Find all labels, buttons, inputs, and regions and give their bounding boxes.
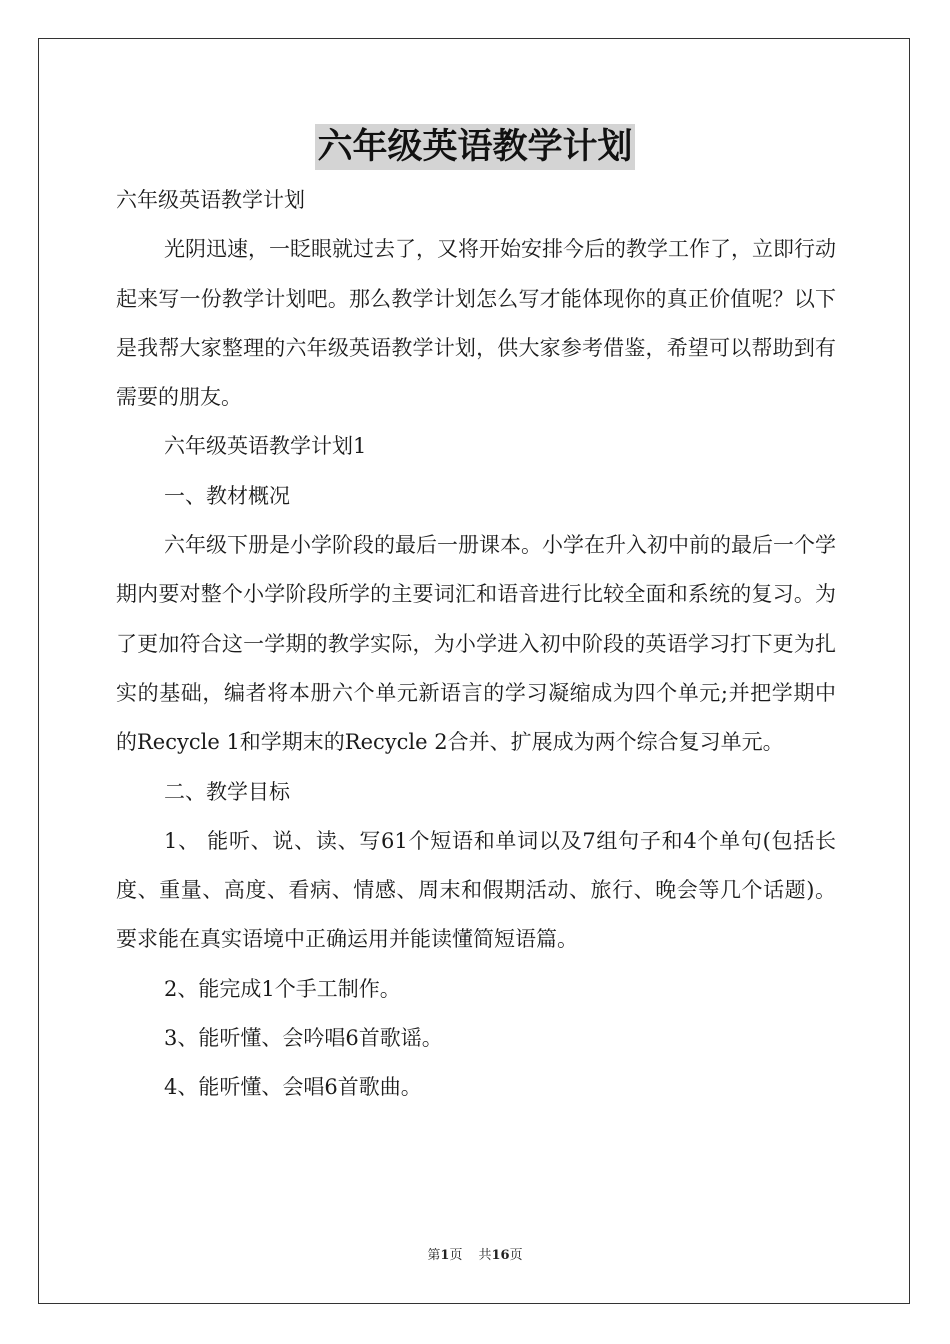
goal-item-4: 4、能听懂、会唱6首歌曲。 (164, 1075, 422, 1100)
textbook-overview-paragraph: 六年级下册是小学阶段的最后一册课本。小学在升入初中前的最后一个学期内要对整个小学阶段所学的主要词汇和语音进行比较全面和系统的复习。为了更加符合这一学期的教学实际，为小学进入初中阶段的英语学习打下更为扎实的基础，编者将本册六个单元新语言的学习凝缩成为四个单元;并把学期中的Recycle 1和学期末的Recycle 2合并、扩展成为两个综合复习单元。 (116, 533, 836, 755)
goal-item-1: 1、 能听、说、读、写61个短语和单词以及7组句子和4个单句(包括长度、重量、高度、看病、情感、周末和假期活动、旅行、晚会等几个话题)。要求能在真实语境中正确运用并能读懂简短语篇。 (116, 828, 836, 952)
total-suffix: 页 (509, 1248, 523, 1263)
intro-paragraph: 光阴迅速，一眨眼就过去了，又将开始安排今后的教学工作了，立即行动起来写一份教学计划吧。那么教学计划怎么写才能体现你的真正价值呢？以下是我帮大家整理的六年级英语教学计划，供大家参考借鉴，希望可以帮助到有需要的朋友。 (116, 237, 836, 410)
document-title: 六年级英语教学计划 (315, 124, 634, 170)
page-suffix: 页 (449, 1248, 463, 1263)
goal-item-2: 2、能完成1个手工制作。 (164, 976, 401, 1001)
total-page-number: 16 (491, 1248, 510, 1263)
section-heading-textbook-overview: 一、教材概况 (164, 483, 290, 508)
document-subtitle: 六年级英语教学计划 (116, 188, 305, 212)
document-body (116, 176, 836, 1113)
title-container (0, 124, 950, 170)
current-page-number: 1 (440, 1248, 450, 1263)
plan-heading: 六年级英语教学计划1 (164, 434, 367, 459)
page-footer (0, 1244, 950, 1263)
page-prefix: 第 (427, 1248, 441, 1263)
total-prefix: 共 (478, 1248, 492, 1263)
goal-item-3: 3、能听懂、会吟唱6首歌谣。 (164, 1026, 443, 1051)
section-heading-teaching-goals: 二、教学目标 (164, 779, 290, 804)
